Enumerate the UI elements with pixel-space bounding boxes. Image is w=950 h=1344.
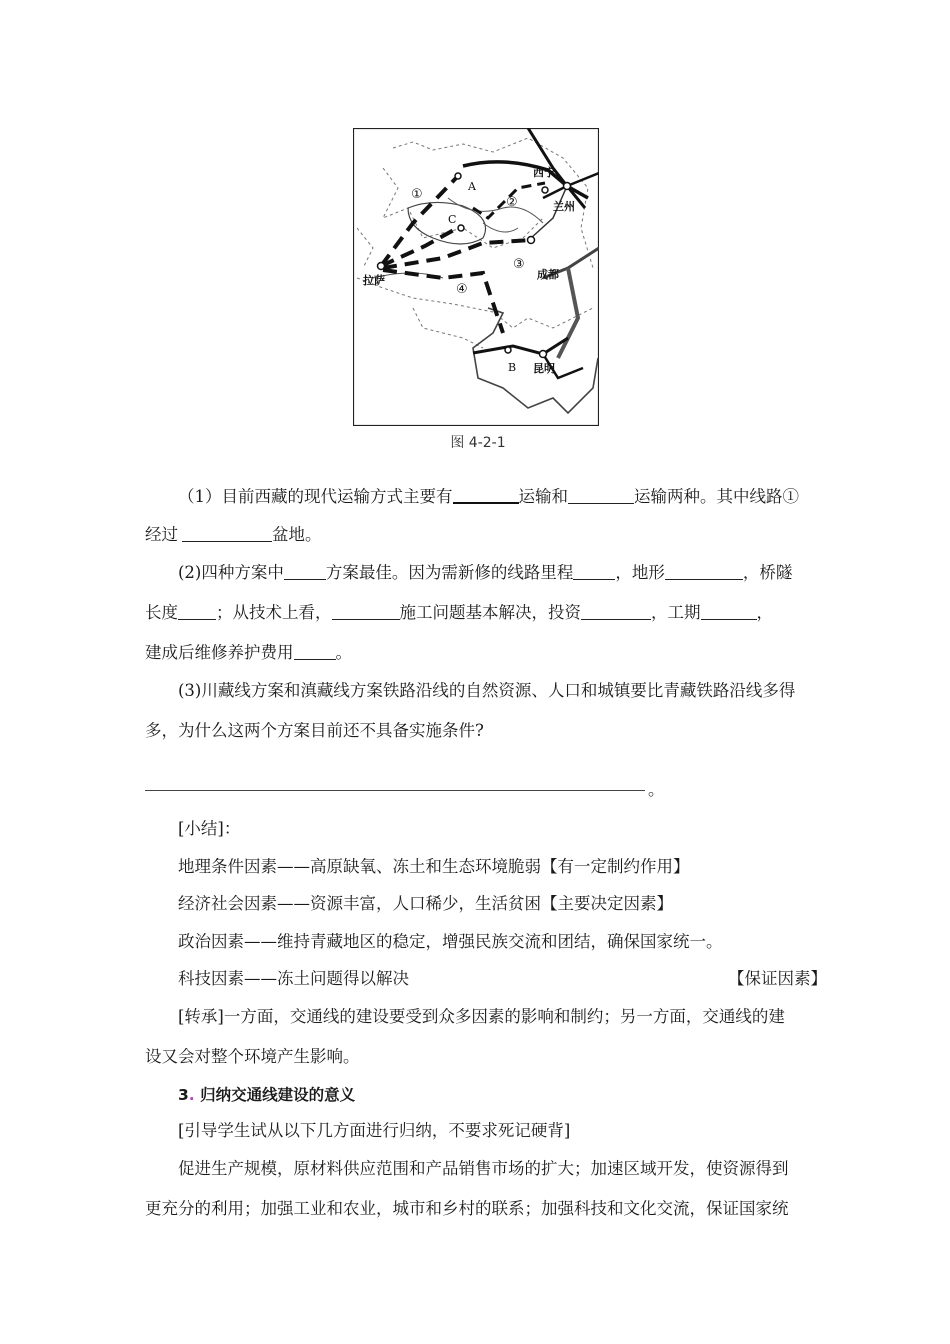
summary-item-1: 地理条件因素——高原缺氧、冻土和生态环境脆弱【有一定制约作用】 bbox=[178, 857, 690, 876]
map-label-lhasa: 拉萨 bbox=[363, 274, 385, 287]
q1-blank-1[interactable] bbox=[453, 486, 519, 504]
map-label-chengdu: 成都 bbox=[537, 268, 559, 281]
q2-text-d: ，桥隧 bbox=[742, 563, 793, 582]
q3-line-2: 多，为什么这两个方案目前还不具备实施条件? bbox=[145, 721, 484, 740]
map-label-c: C bbox=[448, 213, 457, 226]
q1-blank-2[interactable] bbox=[568, 487, 634, 504]
q2-text-k: 。 bbox=[335, 643, 352, 662]
q2-blank-3[interactable] bbox=[665, 563, 743, 580]
summary-title: [小结]： bbox=[178, 819, 241, 838]
route-map-figure bbox=[353, 128, 599, 426]
map-label-kunming: 昆明 bbox=[533, 362, 555, 375]
q2-blank-7[interactable] bbox=[701, 603, 757, 620]
q2-text-a: (2)四种方案中 bbox=[178, 563, 284, 582]
map-label-route-2: ② bbox=[506, 195, 518, 210]
q1-line-2 bbox=[145, 524, 810, 546]
section-3-heading bbox=[178, 1084, 810, 1106]
q2-blank-4[interactable] bbox=[178, 603, 216, 620]
section-3-guide: [引导学生试从以下几方面进行归纳，不要求死记硬背] bbox=[178, 1121, 571, 1140]
q2-text-g: 施工问题基本解决，投资 bbox=[399, 603, 581, 622]
q2-blank-2[interactable] bbox=[573, 563, 615, 580]
q2-text-i: ， bbox=[756, 603, 773, 622]
map-label-a: A bbox=[468, 180, 476, 193]
map-label-xining: 西宁 bbox=[533, 166, 555, 179]
map-label-lanzhou: 兰州 bbox=[553, 200, 575, 213]
figure-caption: 图 4-2-1 bbox=[450, 435, 506, 451]
map-label-route-4: ④ bbox=[456, 282, 468, 297]
q1-line-1 bbox=[178, 486, 810, 508]
q3-line-1: (3)川藏线方案和滇藏线方案铁路沿线的自然资源、人口和城镇要比青藏铁路沿线多得 bbox=[178, 681, 796, 700]
summary-item-2: 经济社会因素——资源丰富，人口稀少，生活贫困【主要决定因素】 bbox=[178, 894, 673, 913]
transition-line-1: [转承]一方面，交通线的建设要受到众多因素的影响和制约；另一方面，交通线的建 bbox=[178, 1007, 785, 1026]
q1-text-d: 经过 bbox=[145, 525, 178, 544]
section-3-number: 3 bbox=[178, 1086, 189, 1104]
q2-blank-6[interactable] bbox=[581, 603, 651, 620]
summary-item-3: 政治因素——维持青藏地区的稳定，增强民族交流和团结，确保国家统一。 bbox=[178, 932, 723, 951]
section-3-para-1: 促进生产规模，原材料供应范围和产品销售市场的扩大；加速区域开发，使资源得到 bbox=[178, 1159, 789, 1178]
q2-text-h: ，工期 bbox=[651, 603, 701, 622]
q3-answer-blank[interactable] bbox=[145, 790, 645, 791]
q2-blank-1[interactable] bbox=[284, 563, 326, 580]
q1-text-c: 运输两种。其中线路① bbox=[634, 487, 799, 506]
summary-item-4-tag: 【保证因素】 bbox=[728, 969, 827, 988]
q2-blank-8[interactable] bbox=[294, 643, 336, 660]
q2-line-2 bbox=[145, 602, 810, 624]
summary-item-4-text: 科技因素——冻土问题得以解决 bbox=[178, 969, 409, 988]
q2-text-b: 方案最佳。因为需新修的线路里程 bbox=[325, 563, 574, 582]
section-3-para-2: 更充分的利用；加强工业和农业，城市和乡村的联系；加强科技和文化交流，保证国家统 bbox=[145, 1199, 789, 1218]
section-3-title: 归纳交通线建设的意义 bbox=[200, 1086, 356, 1104]
q1-text-e: 盆地。 bbox=[272, 525, 322, 544]
q2-line-3 bbox=[145, 642, 810, 664]
summary-item-4 bbox=[178, 968, 827, 990]
q3-end-mark: 。 bbox=[648, 780, 665, 799]
q2-text-f: ；从技术上看， bbox=[216, 603, 332, 622]
q2-line-1 bbox=[178, 562, 810, 584]
q2-text-c: ，地形 bbox=[615, 563, 665, 582]
route-map bbox=[353, 128, 599, 426]
q2-text-e: 长度 bbox=[145, 603, 178, 622]
map-label-b: B bbox=[508, 361, 517, 374]
q1-text-b: 运输和 bbox=[518, 487, 568, 506]
q2-blank-5[interactable] bbox=[332, 603, 400, 620]
q1-text-a: （1）目前西藏的现代运输方式主要有 bbox=[178, 487, 453, 506]
q2-text-j: 建成后维修养护费用 bbox=[145, 643, 294, 662]
map-label-route-3: ③ bbox=[513, 257, 525, 272]
transition-line-2: 设又会对整个环境产生影响。 bbox=[145, 1047, 360, 1066]
q1-blank-3[interactable] bbox=[182, 525, 272, 542]
map-label-route-1: ① bbox=[411, 187, 423, 202]
section-3-dot: . bbox=[188, 1086, 195, 1104]
